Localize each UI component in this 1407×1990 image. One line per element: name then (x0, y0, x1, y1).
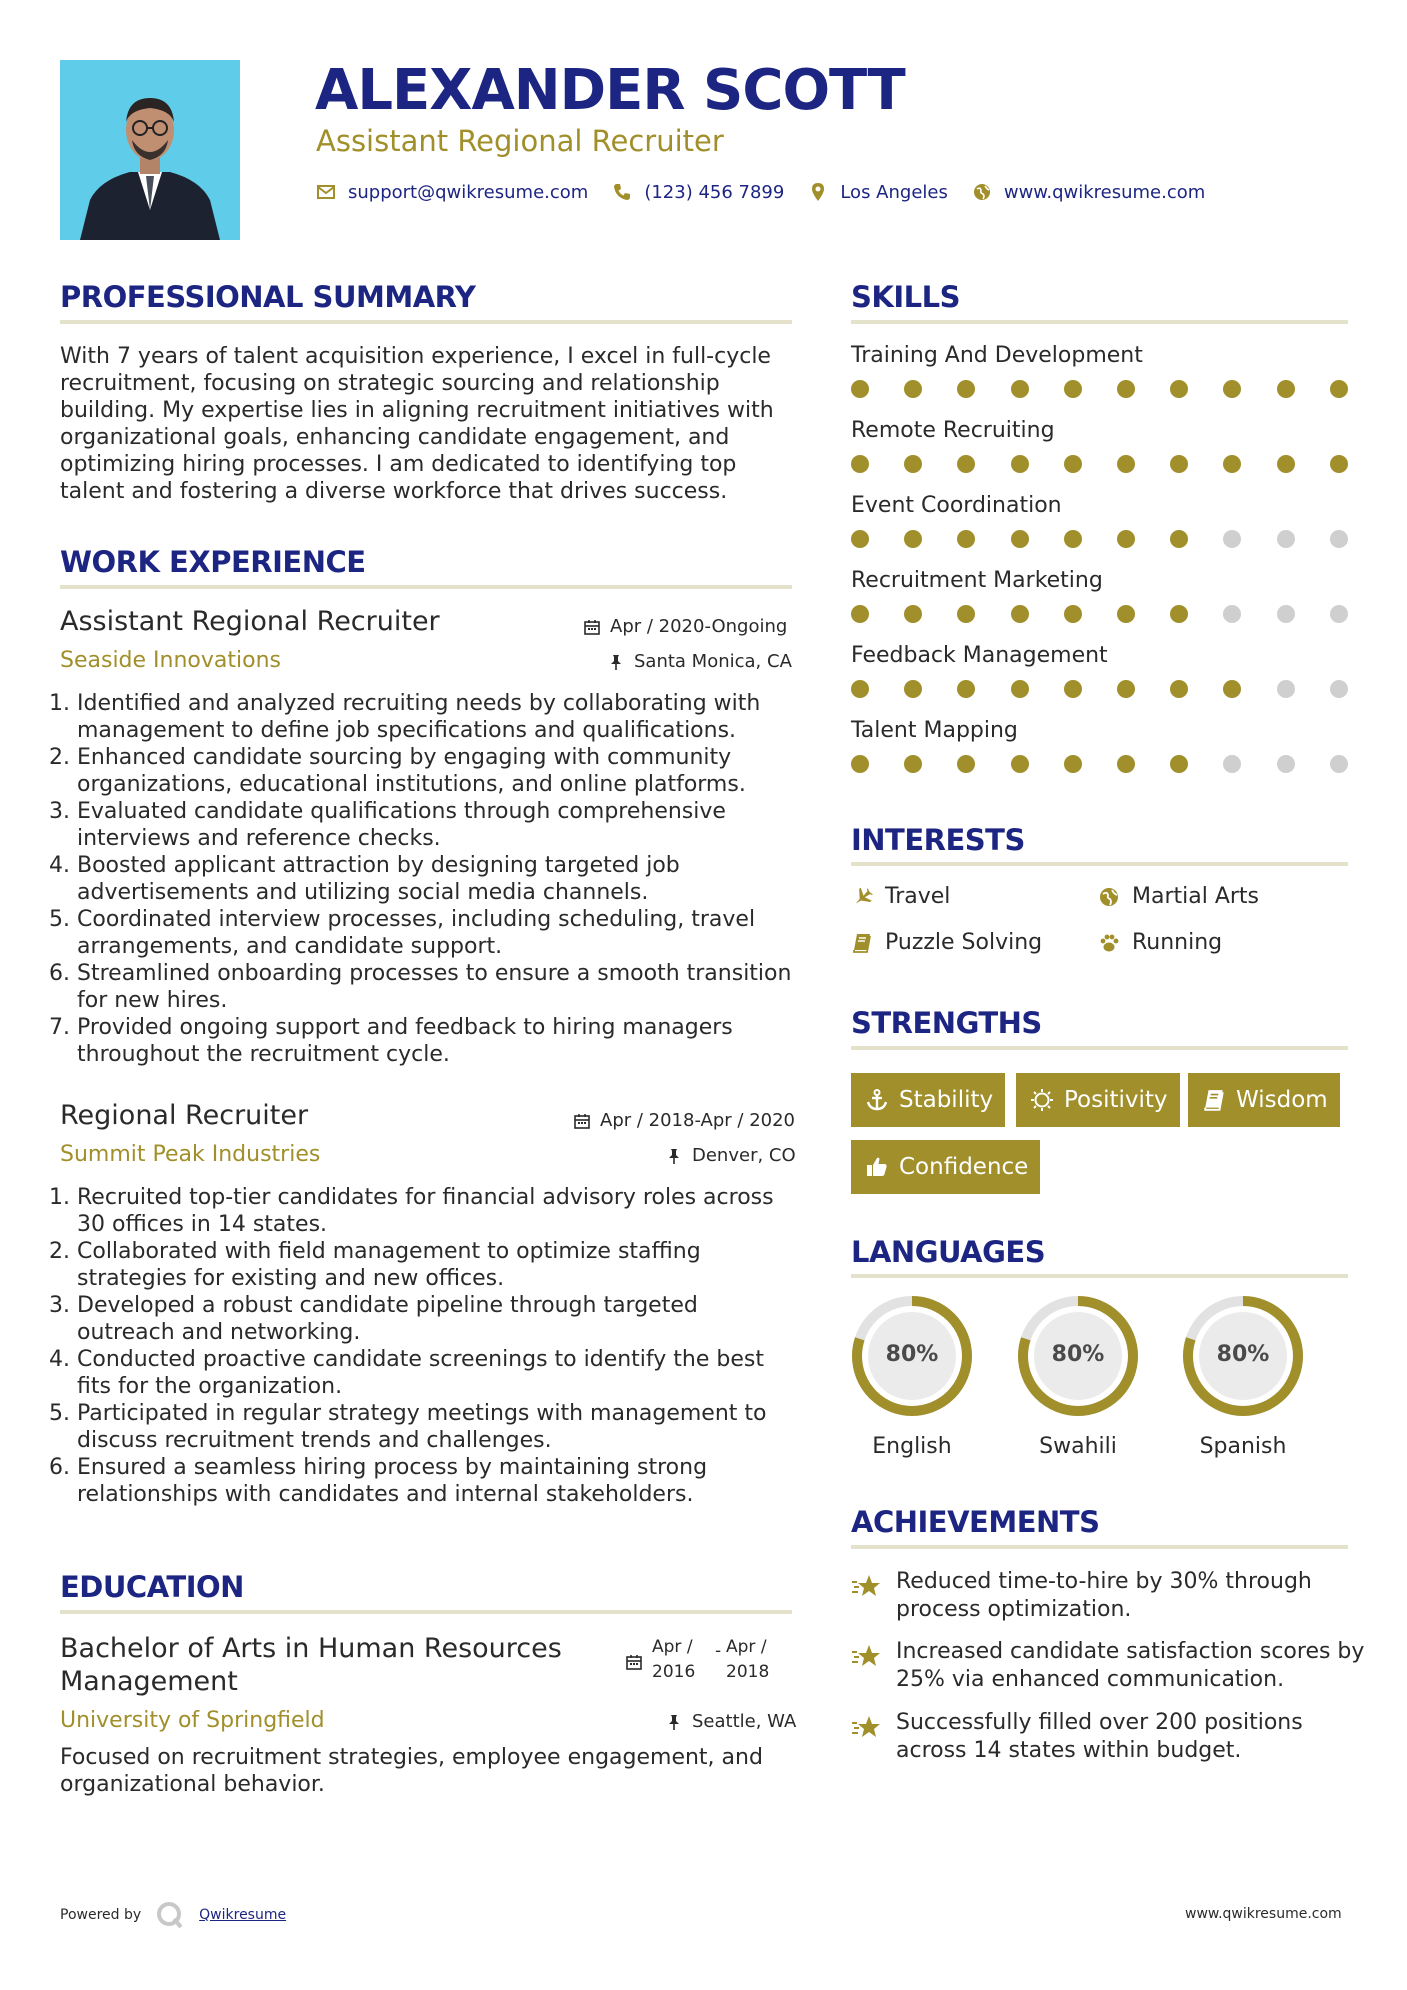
job-location (666, 1145, 796, 1166)
list-item: 7. Provided ongoing support and feedback to hiring managers throughout the recruitment cycle. (77, 1014, 798, 1068)
candidate-title: Assistant Regional Recruiter (316, 124, 724, 158)
job-bullets (58, 690, 798, 1068)
list-item: 2. Collaborated with field management to optimize staffing strategies for existing and new offices. (77, 1238, 798, 1292)
contact-bar (316, 180, 1229, 204)
rating-dot-filled (904, 530, 922, 548)
skills-heading: SKILLS (851, 280, 960, 314)
skill-name: Remote Recruiting (851, 418, 1055, 443)
interest-label: Running (1132, 930, 1223, 955)
phone-text: (123) 456 7899 (644, 181, 785, 203)
achievement-text: Increased candidate satisfaction scores by 25% via enhanced communication. (896, 1639, 1365, 1692)
interest-item (851, 884, 950, 909)
rating-dot-empty (1330, 530, 1348, 548)
rating-dot-filled (1170, 605, 1188, 623)
experience-rule (60, 585, 792, 589)
brand-link[interactable]: Qwikresume (199, 1907, 287, 1923)
edu-date-separator: - (715, 1641, 722, 1661)
language-percent: 80% (1051, 1342, 1105, 1367)
rating-dot-filled (851, 605, 869, 623)
job-date-text: Apr / 2020-Ongoing (610, 616, 788, 637)
list-item: 3. Developed a robust candidate pipeline through targeted outreach and networking. (77, 1292, 798, 1346)
skill-name: Event Coordination (851, 493, 1062, 518)
trophy-star-icon (851, 1713, 881, 1743)
rating-dot-filled (1170, 530, 1188, 548)
footer-website[interactable]: www.qwikresume.com (1185, 1906, 1342, 1922)
edu-end-month: Apr / (726, 1637, 767, 1657)
job-date (584, 616, 787, 637)
rating-dot-filled (904, 380, 922, 398)
achievement-text: Successfully filled over 200 positions across 14 states within budget. (896, 1710, 1303, 1763)
contact-website[interactable] (972, 182, 1205, 203)
interest-item (1098, 884, 1259, 909)
strengths-heading: STRENGTHS (851, 1006, 1042, 1040)
strength-badge (1016, 1073, 1180, 1127)
skill-name: Recruitment Marketing (851, 568, 1103, 593)
strength-badge (851, 1140, 1040, 1194)
strengths-rule (851, 1046, 1348, 1050)
interest-label: Puzzle Solving (885, 930, 1043, 955)
languages-rule (851, 1274, 1348, 1278)
experience-heading: WORK EXPERIENCE (60, 545, 366, 579)
strength-badge (851, 1073, 1005, 1127)
rating-dot-filled (1117, 605, 1135, 623)
book-icon (1202, 1088, 1226, 1112)
school-name: University of Springfield (60, 1708, 325, 1733)
rating-dot-empty (1277, 530, 1295, 548)
edu-end-year: 2018 (726, 1662, 770, 1682)
rating-dot-filled (1170, 380, 1188, 398)
job-company: Summit Peak Industries (60, 1142, 321, 1167)
job-location (608, 651, 792, 672)
skill-rating (851, 455, 1351, 475)
rating-dot-empty (1277, 605, 1295, 623)
job-company: Seaside Innovations (60, 648, 281, 673)
pushpin-icon (666, 1714, 682, 1730)
list-item: 5. Participated in regular strategy meetings with management to discuss recruitment trends and challenges. (77, 1400, 798, 1454)
education-heading: EDUCATION (60, 1570, 244, 1604)
achievements-rule (851, 1545, 1348, 1549)
envelope-icon (316, 182, 336, 202)
sun-icon (1030, 1088, 1054, 1112)
skill-rating (851, 380, 1351, 400)
footer-powered-by (60, 1900, 286, 1930)
list-item: 1. Recruited top-tier candidates for financial advisory roles across 30 offices in 14 states. (77, 1184, 798, 1238)
job-title: Regional Recruiter (60, 1100, 309, 1131)
languages-heading: LANGUAGES (851, 1235, 1046, 1269)
summary-text: With 7 years of talent acquisition experience, I excel in full-cycle recruitment, focusing on strategic sourcing and relationship building. My expertise lies in aligning recruitment initiatives with organizational goals, enhancing candidate engagement, and optimizing hiring processes. I am dedicated to identifying top talent and fostering a diverse workforce that drives success. (60, 344, 774, 504)
rating-dot-filled (1170, 755, 1188, 773)
rating-dot-filled (1064, 755, 1082, 773)
rating-dot-filled (851, 755, 869, 773)
rating-dot-empty (1277, 755, 1295, 773)
language-name: Spanish (1199, 1434, 1287, 1459)
rating-dot-filled (1011, 680, 1029, 698)
paw-icon (1098, 932, 1120, 954)
edu-location (666, 1711, 796, 1732)
candidate-name: ALEXANDER SCOTT (315, 58, 905, 123)
rating-dot-filled (1277, 455, 1295, 473)
globe-icon (972, 182, 992, 202)
rating-dot-filled (1011, 530, 1029, 548)
language-name: Swahili (1039, 1434, 1117, 1459)
rating-dot-empty (1223, 605, 1241, 623)
list-item: 1. Identified and analyzed recruiting needs by collaborating with management to define job specifications and qualifications. (77, 690, 798, 744)
calendar-icon (584, 619, 600, 635)
skill-rating (851, 530, 1351, 550)
rating-dot-filled (851, 530, 869, 548)
rating-dot-filled (1170, 455, 1188, 473)
rating-dot-empty (1330, 680, 1348, 698)
interest-label: Travel (885, 884, 951, 909)
contact-location (808, 182, 948, 203)
pushpin-icon (608, 654, 624, 670)
rating-dot-filled (957, 380, 975, 398)
interests-rule (851, 862, 1348, 866)
calendar-icon (626, 1654, 642, 1670)
strength-label: Wisdom (1236, 1087, 1328, 1113)
skill-rating (851, 605, 1351, 625)
list-item: 3. Evaluated candidate qualifications through comprehensive interviews and reference checks. (77, 798, 798, 852)
pushpin-icon (666, 1148, 682, 1164)
list-item: 4. Conducted proactive candidate screenings to identify the best fits for the organization. (77, 1346, 798, 1400)
rating-dot-filled (1223, 380, 1241, 398)
thumbs-up-icon (865, 1155, 889, 1179)
list-item: 6. Streamlined onboarding processes to ensure a smooth transition for new hires. (77, 960, 798, 1014)
rating-dot-filled (1223, 455, 1241, 473)
education-description: Focused on recruitment strategies, employee engagement, and organizational behavior. (60, 1745, 763, 1797)
rating-dot-empty (1330, 755, 1348, 773)
map-pin-icon (808, 182, 828, 202)
rating-dot-filled (1011, 605, 1029, 623)
edu-start-year: 2016 (652, 1662, 696, 1682)
rating-dot-empty (1223, 755, 1241, 773)
skills-rule (851, 320, 1348, 324)
website-text: www.qwikresume.com (1003, 181, 1206, 203)
language-name: English (872, 1434, 952, 1459)
rating-dot-filled (904, 455, 922, 473)
book-icon (851, 932, 873, 954)
language-percent: 80% (1216, 1342, 1270, 1367)
strength-label: Confidence (899, 1154, 1029, 1180)
rating-dot-filled (1277, 380, 1295, 398)
rating-dot-filled (851, 455, 869, 473)
rating-dot-filled (904, 680, 922, 698)
rating-dot-filled (957, 455, 975, 473)
plane-icon (851, 886, 873, 908)
rating-dot-filled (904, 755, 922, 773)
job-location-text: Santa Monica, CA (634, 651, 792, 672)
rating-dot-filled (957, 755, 975, 773)
rating-dot-filled (1117, 455, 1135, 473)
rating-dot-filled (957, 680, 975, 698)
rating-dot-filled (1170, 680, 1188, 698)
edu-start-month: Apr / (652, 1637, 693, 1657)
degree-title: Bachelor of Arts in Human Resources Management (60, 1633, 562, 1697)
rating-dot-empty (1223, 530, 1241, 548)
qwikresume-logo-icon (155, 1900, 185, 1930)
interest-item (1098, 930, 1222, 955)
rating-dot-empty (1330, 605, 1348, 623)
contact-phone[interactable] (612, 182, 784, 203)
summary-heading: PROFESSIONAL SUMMARY (60, 280, 476, 314)
job-date (574, 1110, 795, 1131)
interest-item (851, 930, 1042, 955)
powered-by-text: Powered by (60, 1907, 142, 1923)
rating-dot-filled (1117, 530, 1135, 548)
rating-dot-filled (1064, 380, 1082, 398)
rating-dot-filled (904, 605, 922, 623)
rating-dot-filled (1117, 755, 1135, 773)
rating-dot-filled (1064, 605, 1082, 623)
calendar-icon (574, 1113, 590, 1129)
interests-heading: INTERESTS (851, 823, 1025, 857)
edu-location-text: Seattle, WA (692, 1711, 797, 1732)
education-rule (60, 1610, 792, 1614)
rating-dot-filled (1223, 680, 1241, 698)
job-date-text: Apr / 2018-Apr / 2020 (600, 1110, 796, 1131)
language-percent: 80% (885, 1342, 939, 1367)
contact-email[interactable] (316, 182, 588, 203)
summary-rule (60, 320, 792, 324)
list-item: 4. Boosted applicant attraction by designing targeted job advertisements and utilizing social media channels. (77, 852, 798, 906)
list-item: 2. Enhanced candidate sourcing by engaging with community organizations, educational institutions, and online platforms. (77, 744, 798, 798)
job-bullets (58, 1184, 798, 1508)
rating-dot-filled (1064, 530, 1082, 548)
skill-name: Feedback Management (851, 643, 1108, 668)
rating-dot-filled (1011, 455, 1029, 473)
anchor-icon (865, 1088, 889, 1112)
rating-dot-filled (1064, 455, 1082, 473)
strength-label: Positivity (1064, 1087, 1168, 1113)
rating-dot-filled (957, 530, 975, 548)
rating-dot-filled (1011, 380, 1029, 398)
rating-dot-filled (1064, 680, 1082, 698)
skill-name: Training And Development (851, 343, 1143, 368)
strength-label: Stability (899, 1087, 994, 1113)
rating-dot-filled (1330, 455, 1348, 473)
achievement-text: Reduced time-to-hire by 30% through process optimization. (896, 1569, 1312, 1622)
trophy-star-icon (851, 1642, 881, 1672)
rating-dot-filled (1330, 380, 1348, 398)
rating-dot-empty (1277, 680, 1295, 698)
globe-icon (1098, 886, 1120, 908)
rating-dot-filled (851, 380, 869, 398)
rating-dot-filled (1117, 680, 1135, 698)
profile-photo (60, 60, 240, 240)
email-text: support@qwikresume.com (348, 181, 589, 203)
skill-rating (851, 755, 1351, 775)
list-item: 6. Ensured a seamless hiring process by maintaining strong relationships with candidates and internal stakeholders. (77, 1454, 798, 1508)
location-text: Los Angeles (840, 181, 948, 203)
rating-dot-filled (851, 680, 869, 698)
rating-dot-filled (957, 605, 975, 623)
achievements-heading: ACHIEVEMENTS (851, 1505, 1100, 1539)
interest-label: Martial Arts (1132, 884, 1260, 909)
trophy-star-icon (851, 1572, 881, 1602)
skill-rating (851, 680, 1351, 700)
rating-dot-filled (1117, 380, 1135, 398)
skill-name: Talent Mapping (851, 718, 1018, 743)
job-title: Assistant Regional Recruiter (60, 606, 440, 637)
rating-dot-filled (1011, 755, 1029, 773)
strength-badge (1188, 1073, 1340, 1127)
job-location-text: Denver, CO (692, 1145, 796, 1166)
phone-icon (612, 182, 632, 202)
list-item: 5. Coordinated interview processes, including scheduling, travel arrangements, and candidate support. (77, 906, 798, 960)
